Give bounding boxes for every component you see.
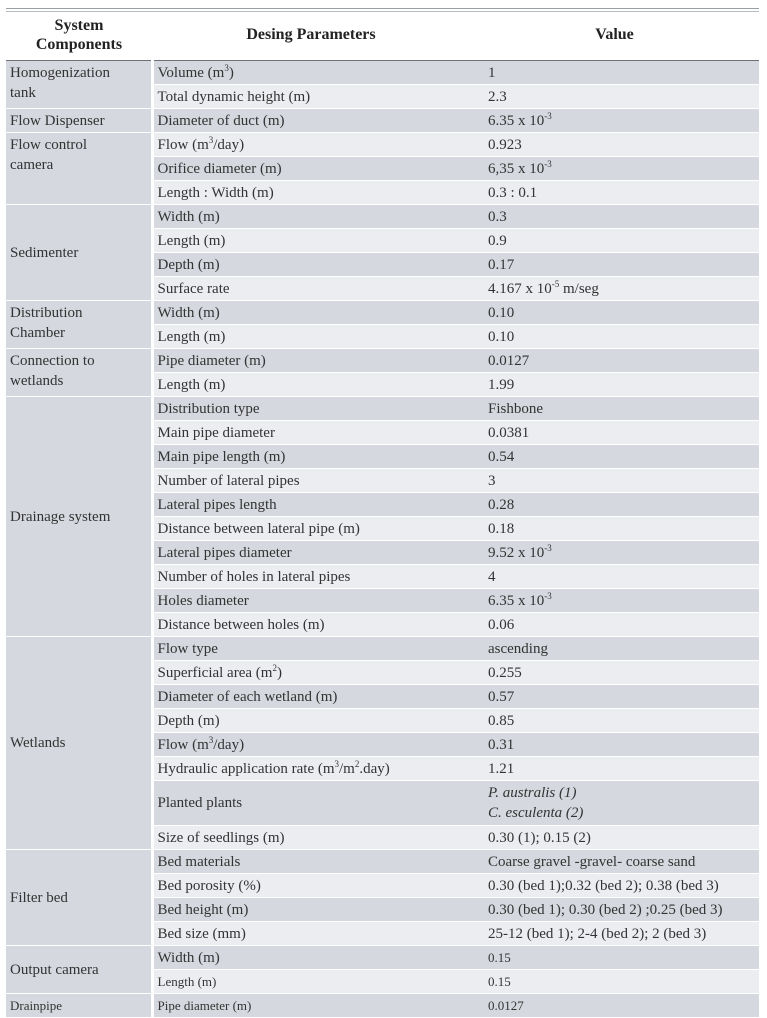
parameter-cell: Number of lateral pipes xyxy=(152,469,470,493)
parameter-cell: Length (m) xyxy=(152,373,470,397)
parameter-cell: Distribution type xyxy=(152,397,470,421)
parameter-cell: Lateral pipes length xyxy=(152,493,470,517)
parameter-cell: Size of seedlings (m) xyxy=(152,826,470,850)
value-cell: 0.06 xyxy=(470,613,759,637)
parameter-cell: Holes diameter xyxy=(152,589,470,613)
parameter-cell: Flow $(m^3/day)$ xyxy=(152,133,470,157)
parameter-cell: Bed height (m) xyxy=(152,898,470,922)
component-flow-dispenser: Flow Dispenser xyxy=(6,109,152,133)
value-cell: 0.0127 xyxy=(470,349,759,373)
table-row xyxy=(6,109,759,133)
parameter-cell: Flow $(m^3/day)$ xyxy=(152,733,470,757)
value-cell: 0.9 xyxy=(470,229,759,253)
parameter-cell: Width (m) xyxy=(152,205,470,229)
parameter-cell: Width (m) xyxy=(152,301,470,325)
parameter-cell: Pipe diameter (m) xyxy=(152,994,470,1018)
parameter-cell: Bed materials xyxy=(152,850,470,874)
value-cell: 0.15 xyxy=(470,946,759,970)
parameter-cell: Main pipe diameter xyxy=(152,421,470,445)
component-homogenization-tank: Homogenization tank xyxy=(6,61,152,109)
table-row xyxy=(6,994,759,1018)
parameter-cell: Length : Width (m) xyxy=(152,181,470,205)
value-cell: 0.10 xyxy=(470,301,759,325)
component-flow-control-camera: Flow control camera xyxy=(6,133,152,205)
table-row xyxy=(6,61,759,85)
table-row xyxy=(6,397,759,421)
value-cell: 0.3 : 0.1 xyxy=(470,181,759,205)
design-parameters-table-container xyxy=(6,8,759,1018)
header-design-parameters: Desing Parameters xyxy=(152,12,470,61)
parameter-cell: Flow type xyxy=(152,637,470,661)
value-cell: 2.3 xyxy=(470,85,759,109)
table-row xyxy=(6,205,759,229)
value-cell: 3 xyxy=(470,469,759,493)
parameter-cell: Total dynamic height (m) xyxy=(152,85,470,109)
component-drainpipe: Drainpipe xyxy=(6,994,152,1018)
table-body xyxy=(6,61,759,1018)
parameter-cell: Distance between lateral pipe (m) xyxy=(152,517,470,541)
value-cell: 0.10 xyxy=(470,325,759,349)
value-cell: 6,35 x $10^{-3}$ xyxy=(470,157,759,181)
component-sedimenter: Sedimenter xyxy=(6,205,152,301)
table-row xyxy=(6,133,759,157)
parameter-cell: Lateral pipes diameter xyxy=(152,541,470,565)
parameter-cell: Surface rate xyxy=(152,277,470,301)
parameter-cell: Distance between holes (m) xyxy=(152,613,470,637)
table-row xyxy=(6,946,759,970)
value-cell: 0.30 (bed 1);0.32 (bed 2); 0.38 (bed 3) xyxy=(470,874,759,898)
value-cell: 0.30 (bed 1); 0.30 (bed 2) ;0.25 (bed 3) xyxy=(470,898,759,922)
value-cell: 0.30 (1); 0.15 (2) xyxy=(470,826,759,850)
value-cell: 0.17 xyxy=(470,253,759,277)
table-row xyxy=(6,349,759,373)
parameter-cell: Planted plants xyxy=(152,781,470,826)
table-row xyxy=(6,850,759,874)
value-cell: 0.85 xyxy=(470,709,759,733)
parameter-cell: Length (m) xyxy=(152,970,470,994)
parameter-cell: Number of holes in lateral pipes xyxy=(152,565,470,589)
component-filter-bed: Filter bed xyxy=(6,850,152,946)
component-distribution-chamber: Distribution Chamber xyxy=(6,301,152,349)
parameter-cell: Main pipe length (m) xyxy=(152,445,470,469)
value-cell: 0.15 xyxy=(470,970,759,994)
table-row xyxy=(6,637,759,661)
parameter-cell: Hydraulic application rate $(m^3/m^2.day)$ xyxy=(152,757,470,781)
value-cell: Coarse gravel -gravel- coarse sand xyxy=(470,850,759,874)
design-parameters-table xyxy=(6,11,759,1018)
value-cell: 0.57 xyxy=(470,685,759,709)
value-cell: 0.18 xyxy=(470,517,759,541)
parameter-cell: Length (m) xyxy=(152,325,470,349)
value-cell: 0.3 xyxy=(470,205,759,229)
parameter-cell: Volume $(m^3)$ xyxy=(152,61,470,85)
table-header xyxy=(6,12,759,61)
value-cell: 0.255 xyxy=(470,661,759,685)
value-cell: 0.0381 xyxy=(470,421,759,445)
value-cell: 25-12 (bed 1); 2-4 (bed 2); 2 (bed 3) xyxy=(470,922,759,946)
parameter-cell: Orifice diameter (m) xyxy=(152,157,470,181)
value-cell: 0.923 xyxy=(470,133,759,157)
parameter-cell: Pipe diameter (m) xyxy=(152,349,470,373)
parameter-cell: Bed porosity (%) xyxy=(152,874,470,898)
value-cell: 0.0127 xyxy=(470,994,759,1018)
value-cell: 0.54 xyxy=(470,445,759,469)
value-cell: 0.31 xyxy=(470,733,759,757)
parameter-cell: Superficial area $(m^2)$ xyxy=(152,661,470,685)
parameter-cell: Depth (m) xyxy=(152,253,470,277)
parameter-cell: Diameter of each wetland (m) xyxy=(152,685,470,709)
header-system-components: System Components xyxy=(6,12,152,61)
value-cell: 4.167 x $10^{-5}$ m/seg xyxy=(470,277,759,301)
component-output-camera: Output camera xyxy=(6,946,152,994)
header-value: Value xyxy=(470,12,759,61)
value-cell: 1.99 xyxy=(470,373,759,397)
value-cell: 0.28 xyxy=(470,493,759,517)
value-cell: 9.52 x $10^{-3}$ xyxy=(470,541,759,565)
parameter-cell: Depth (m) xyxy=(152,709,470,733)
component-drainage-system: Drainage system xyxy=(6,397,152,637)
value-cell: 4 xyxy=(470,565,759,589)
value-cell: P. australis (1) C. esculenta (2) xyxy=(470,781,759,826)
value-cell: 6.35 x $10^{-3}$ xyxy=(470,589,759,613)
parameter-cell: Length (m) xyxy=(152,229,470,253)
value-cell: 6.35 x $10^{-3}$ xyxy=(470,109,759,133)
value-cell: 1.21 xyxy=(470,757,759,781)
component-connection-to-wetlands: Connection to wetlands xyxy=(6,349,152,397)
value-cell: Fishbone xyxy=(470,397,759,421)
parameter-cell: Width (m) xyxy=(152,946,470,970)
top-rule xyxy=(6,8,759,9)
parameter-cell: Bed size (mm) xyxy=(152,922,470,946)
component-wetlands: Wetlands xyxy=(6,637,152,850)
parameter-cell: Diameter of duct (m) xyxy=(152,109,470,133)
table-row xyxy=(6,301,759,325)
value-cell: 1 xyxy=(470,61,759,85)
value-cell: ascending xyxy=(470,637,759,661)
